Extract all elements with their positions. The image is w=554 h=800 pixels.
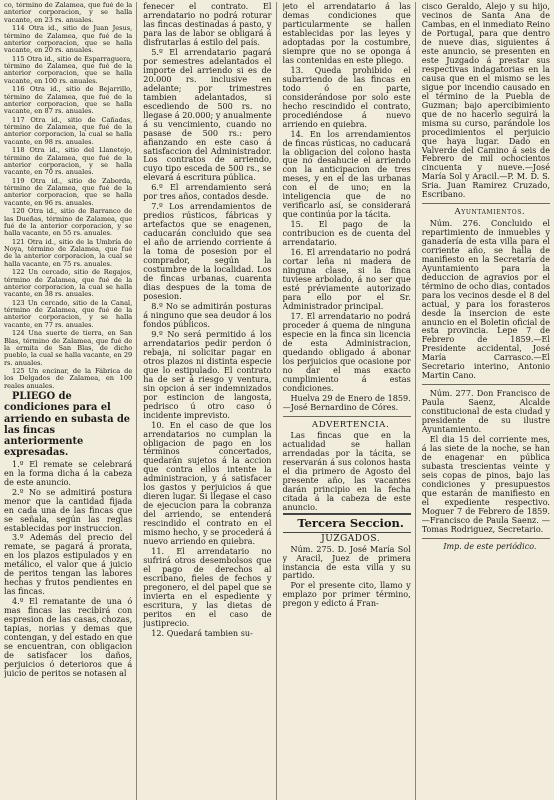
list-item: 116 Otra id., sitio de Bejarrillo, término de Zalamea, que fué de la anterior corporacion, que se halla vacante, en 87 rs. anuales.	[4, 85, 133, 116]
column-1	[4, 2, 137, 800]
notice-276: Núm. 276. Concluido el repartimiento de inmuebles y ganadería de esta villa para el corriente año, se halla de manifiesto en la Secretaría de Ayuntamiento para la deduccion de agravios por el término de ocho dias, contados para los vecinos desde el 8 del actual, y para los forasteros desde la insercion de este anuncio en el Boletin oficial de esta provincia. Lepe 7 de Febrero de 1859.—El Presidente accidental, José María Carrasco.—El Secretario interino, Antonio Martin Cano.	[421, 217, 550, 381]
condition-paragraph: 1.º El remate se celebrará en la forma dicha á la cabeza de este anuncio.	[4, 458, 133, 487]
condition-paragraph: jeto el arrendatario á las demas condiciones que particularmente se hallen establecidas por las leyes y adoptadas por la costumbre, siempre que no se oponga á las contenidas en este pliego.	[282, 2, 411, 65]
condition-paragraph: 3.º Además del precio del remate, se pagará á prorata, en los plazos estipulados y en metálico, el valor que á juicio de peritos tengan las labores hechas y frutos pendientes en las fincas.	[4, 532, 133, 597]
divider	[422, 203, 550, 204]
notice-275-continued: cisco Geraldo, Alejo y su hijo, vecinos de Santa Ana de Cambas, en el inmediato Reino de Portugal, para que dentro de nueve dias, siguientes á este anuncio, se presenten en este Juzgado á prestar sus respectivas indagatorias en la causa que en el mismo se les sigue por incendio causado en el término de la Puebla de Guzman; bajo apercibimiento que de no hacerlo seguirá la misma su curso, parándole los procedimientos el perjuicio que haya lugar. Dado en Valverde del Camino á seis de Febrero de mil ochocientos cincuenta y nueve.—José María Sol y Aracil.—P. M. D. S. Sria. Juan Ramirez Cruzado, Escribano.	[421, 2, 550, 200]
condition-paragraph: 2.º No se admitirá postura menor que la cantidad fijada en cada una de las fincas que se señala, según las reglas establecidas por instruccion.	[4, 486, 133, 533]
condition-paragraph: 10. En el caso de que los arrendatarios no cumplan la obligacion de pago en los términos concertados, quedarán sujetos á la accion que contra ellos intente la administracion, y á satisfacer los gastos y perjuicios á que dieren lugar. Si llegase el caso de ejecucion para la cobranza del arriendo, se entenderá rescindido el contrato en el mismo hecho, y se procederá á nuevo arriendo en quiebra.	[143, 419, 272, 547]
advertencia-heading: ADVERTENCIA.	[311, 419, 390, 430]
imprint: Imp. de este periódico.	[443, 541, 537, 551]
list-item: 124 Una suerte de tierra, en San Blas, término de Zalamea, que fué de la ermita de San Blas, de dicho pueblo, la cual se halla vacante, en 29 rs. anuales.	[4, 329, 133, 367]
column-4	[422, 2, 550, 800]
condition-paragraph: 17. El arrendatario no podrá proceder á quema de ninguna especie en la finca sin licencia de esta Administracion, quedando obligado á abonar los perjuicios que ocasione por no dar el mas exacto cumplimiento á estas condiciones.	[282, 310, 411, 393]
condition-paragraph: 8.º No se admitirán posturas á ninguno que sea deudor á los fondos públicos.	[143, 300, 272, 329]
notice-275-body: Por el presente cito, llamo y emplazo por primer término, pregon y edicto á Fran-	[282, 580, 411, 609]
list-item: 123 Un cercado, sitio de la Canal, término de Zalamea, que fué de la anterior corporacion, y se halla vacante, en 77 rs. anuales.	[4, 298, 133, 329]
condition-paragraph: 6.º El arrendamiento será por tres años, contados desde.	[143, 182, 272, 202]
condition-paragraph: 14. En los arrendamientos de fincas rústicas, no caducará la obligacion del colono hasta que no desahucie el arriendo con la anticipacion de tres meses, y en el de las urbanas con el de uno; en la inteligencia que de no verificarlo así, se considerará que continúa por la tácita.	[282, 128, 411, 220]
condition-paragraph: 7.º Los arrendamientos de predios rústicos, fábricas y artefactos que se enagenen, caducarán concluido que sea el año de arriendo corriente á la toma de posesion por el comprador, según la costumbre de la localidad. Los de fincas urbanas, cuarenta dias despues de la toma de posesion.	[143, 201, 272, 301]
condition-paragraph: 13. Queda prohibido el subarriendo de las fincas en todo ó en parte, considerándose por solo este hecho rescindido el contrato, procediéndose á nuevo arriendo en quiebra.	[282, 64, 411, 129]
list-item: 117 Otra id., sitio de Cañadas, término de Zalamea, que fué de la anterior corporacion, la cual se halla vacante, en 98 rs. anuales.	[4, 115, 133, 146]
notice-277: Núm. 277. Don Francisco de Paula Saenz, Alcalde constitucional de esta ciudad y presidente de su ilustre Ayuntamiento.	[421, 388, 550, 435]
list-item: 118 Otra id., sitio del Llanetejo, término de Zalamea, que fué de la anterior corporacion, y se halla vacante, en 70 rs. anuales.	[4, 146, 133, 177]
condition-paragraph: fenecer el contrato. El arrendatario no podrá roturar las fincas destinadas á pasto, y para las de labor se obligará á disfrutarlas á estilo del país.	[143, 2, 272, 47]
list-item: co, término de Zalamea, que fué de la anterior corporacion, y se halla vacante, en 23 rs. anuales.	[4, 2, 133, 24]
divider	[422, 538, 550, 539]
column-2	[143, 2, 276, 800]
list-item: 122 Un cercado, sitio de Regajos, término de Zalamea, que fué de la anterior corporacion, la cual se halla vacante, en 38 rs. anuales.	[4, 268, 133, 299]
condition-paragraph: 4.º El rematante de una ó mas fincas las recibirá con espresion de las casas, chozas, tapias, norias y demas que contengan, y del estado en que se encuentran, con obligacion de satisfacer los daños, perjuicios ó deterioros que á juicio de peritos se notasen al	[4, 596, 133, 678]
notice-277-body: El dia 15 del corriente mes, á las siete de la noche, se han de enagenar en pública subasta trescientas veinte y seis copas de pinos, bajo las condiciones y presupuestos que estarán de manifiesto en el expediente respectivo. Moguer 7 de Febrero de 1859. —Francisco de Paula Saenz. —Tomas Rodriguez, Secretario.	[421, 434, 550, 534]
divider	[283, 416, 411, 417]
pliego-heading: PLIEGO de condiciones para el arriendo en subasta de las fincas anteriormente expresadas.	[4, 391, 131, 459]
column-3	[283, 2, 416, 800]
section-title: Tercera Seccion.	[283, 513, 411, 533]
list-item: 125 Un encinar, de la Fábrica de los Delgados de Zalamea, en 100 reales anuales.	[4, 367, 133, 390]
condition-paragraph: 16. El arrendatario no podrá cortar leña ni madera de ninguna clase, si la finca tuviese arbolado, á no ser que esté préviamente autorizado para ello por el Sr. Administrador principal.	[282, 247, 411, 311]
list-item: 119 Otra id., sitio de Zaborda, término de Zalamea, que fué de la anterior corporacion, que se halla vacante, en 96 rs. anuales.	[4, 176, 133, 207]
ayuntamientos-heading: Ayuntamientos.	[454, 207, 526, 218]
list-item: 115 Otra id., sitio de Esparraguera, término de Zalamea, que fué de la anterior corporacion, que se halla vacante, en 100 rs. anuales.	[4, 54, 133, 85]
divider	[422, 384, 550, 385]
juzgados-heading: JUZGADOS.	[321, 533, 381, 544]
condition-paragraph: 5.º El arrendatario pagará por semestres adelantados el importe del arriendo si es de 20.000 rs. inclusive en adelante; por trimestres tambien adelantados, si escediendo de 500 rs. no llegase á 20.000; y anualmente á su vencimiento, cuando no pasase de 500 rs.: pero afianzando en este caso á satisfaccion del Administrador. Los contratos de arriendo, cuyo tipo esceda de 500 rs., se elevará á escritura pública.	[143, 46, 272, 183]
list-item: 114 Otra id., sitio de Juan Jesus, término de Zalamea, que fué de la anterior corporacion, que se halla vacante, en 20 rs. anuales.	[4, 24, 133, 55]
dateline: Huelva 29 de Enero de 1859.—José Bernardino de Córes.	[282, 392, 411, 412]
list-item: 121 Otra id., sitio de la Umbría de Noya, término de Zalamea, que fué de la anterior corporacion, la cual se halla vacante, en 75 rs. anuales.	[4, 237, 133, 268]
notice-275: Núm. 275. D. José María Sol y Aracil, Juez de primera instancia de esta villa y su partido.	[282, 543, 411, 581]
condition-paragraph: 15. El pago de la contribucion es de cuenta del arrendatario.	[282, 219, 411, 248]
condition-paragraph: 11. El arrendatario no sufrirá otros desembolsos que el pago de derechos al escribano, fieles de fechos y pregonero, el del papel que se invierta en el espediente y escritura, y las dietas de peritos en el caso de justiprecio.	[143, 546, 272, 628]
advertencia-text: Las fincas que en la actualidad se hallan arrendadas por la tácita, se reservarán á sus colonos hasta el dia primero de Agosto del presente año, las vacantes darán principio en la fecha citada á la cabeza de este anuncio.	[282, 430, 411, 512]
condition-paragraph: 9.º No será permitido á los arrendatarios pedir perdon ó rebaja, ni solicitar pagar en otros plazos ni distinta especie que lo estipulado. El contrato ha de ser á riesgo y ventura, sin opcion á ser indemnizados por estincion de langosta, pedrisco ú otro caso ó incidente imprevisto.	[143, 328, 272, 420]
condition-paragraph: 12. Quedará tambien su-	[151, 627, 253, 638]
list-item: 120 Otra id., sitio de Barranco de las Dueñas, término de Zalamea, que fué de la anterior corporacion, y se halla vacante, en 55 rs. anuales.	[4, 207, 133, 238]
